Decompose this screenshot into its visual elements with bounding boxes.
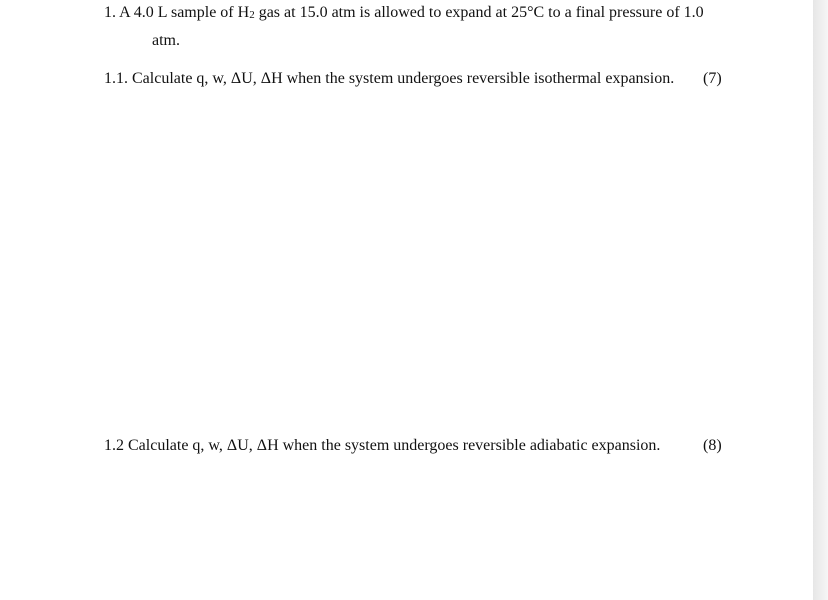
question-1-1-text: 1.1. Calculate q, w, ΔU, ΔH when the system undergoes reversible isothermal expansion.: [104, 70, 675, 87]
hydrogen-subscript: 2: [249, 9, 255, 21]
question-1-line-1: [104, 3, 704, 23]
page-edge-shadow: [813, 0, 828, 600]
question-1-line-2: atm.: [152, 32, 180, 49]
question-1-number: 1.: [104, 4, 116, 21]
question-1-2-text: 1.2 Calculate q, w, ΔU, ΔH when the system undergoes reversible adiabatic expansion.: [104, 437, 661, 454]
question-1-text-part-b: gas at 15.0 atm is allowed to expand at 25°C to a final pressure of 1.0: [254, 4, 704, 21]
question-1-2-marks: (8): [703, 437, 722, 454]
question-1-text-part-a: A 4.0 L sample of H: [119, 4, 250, 21]
question-1-1-marks: (7): [703, 70, 722, 87]
